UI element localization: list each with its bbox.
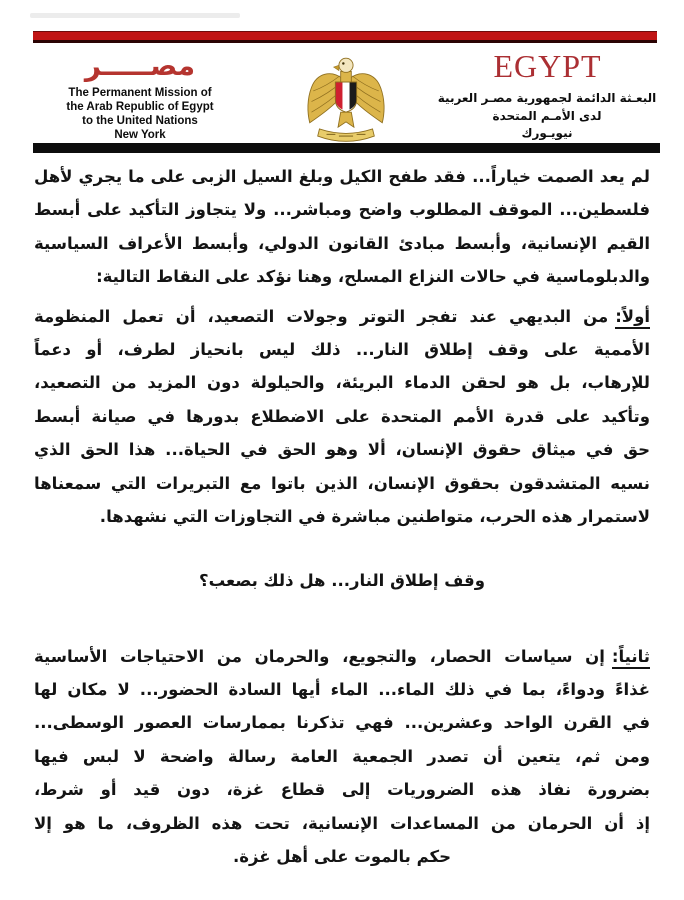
mission-en-line: New York xyxy=(114,129,166,141)
scan-artifact xyxy=(30,13,240,18)
text-line: غذاءً ودواءً، بما في ذلك الماء... الماء أيها السادة الحضور... لا مكان لها xyxy=(34,680,650,700)
text-line: ومن ثم، يتعين أن تصدر الجمعية العامة رسالة واضحة لا لبس فيها xyxy=(34,746,650,766)
mission-ar-line: البعـثة الدائمة لجمهورية مصـر العربية xyxy=(437,91,657,105)
mission-en-line: to the United Nations xyxy=(82,115,198,127)
statement-body xyxy=(34,160,650,873)
paragraph-intro xyxy=(34,160,650,294)
text-line: لم يعد الصمت خياراً... فقد طفح الكيل وبلغ السيل الزبى على ما يجري لأهل xyxy=(34,167,650,186)
mission-ar-line: نيويـورك xyxy=(521,126,573,140)
mission-en-line: the Arab Republic of Egypt xyxy=(66,101,214,113)
misr-arabic-title: مصـــــر xyxy=(84,49,196,82)
mission-name-arabic xyxy=(437,90,657,143)
text-line: نسيه المتشدقون بحقوق الإنسان، الذين باتوا مع التبريرات التي سمعناها xyxy=(34,473,650,493)
text-line: فلسطين... الموقف المطلوب واضح ومباشر... ولا يتجاوز التأكيد على أبسط xyxy=(34,200,650,220)
header-red-rule xyxy=(33,31,657,43)
header-black-rule xyxy=(33,143,660,153)
paragraph-second-point xyxy=(34,640,650,874)
text-line: في القرن الواحد وعشرين... فهي تذكرنا بممارسات العصور الوسطى... xyxy=(34,713,650,733)
text-line: للإرهاب، بل هو لحقن الدماء البريئة، والحيلولة دون المزيد من التصعيد، xyxy=(34,373,650,393)
mission-name-english xyxy=(30,86,250,142)
text-line xyxy=(34,300,650,333)
underlined-lead-word: ثانياً: xyxy=(612,647,650,669)
text-line: لاستمرار هذه الحرب، متواطنين مباشرة في التجاوزات التي نشهدها. xyxy=(99,506,650,526)
text-line: والدبلوماسية في حالات النزاع المسلح، وهنا نؤكد على النقاط التالية: xyxy=(96,267,650,287)
text-line: القيم الإنسانية، وأبسط مبادئ القانون الدولي، وأبسط الأعراف السياسية xyxy=(34,233,650,253)
text-line: وتأكيد على قدرة الأمم المتحدة على الاضطلاع بدورها في صيانة أبسط xyxy=(34,406,650,426)
text-line: حكم بالموت على أهل غزة. xyxy=(232,847,452,867)
text-line: الأممية على وقف إطلاق النار... ذلك ليس بانحياز لطرف، أو دعماً xyxy=(34,339,650,359)
text-line: بضرورة نفاذ هذه الضروريات إلى قطاع غزة، دون قيد أو شرط، xyxy=(34,780,650,800)
egypt-english-title: EGYPT xyxy=(493,48,602,84)
text-line: من البديهي عند تفجر التوتر وجولات التصعيد، أن تعمل المنظومة xyxy=(34,306,609,326)
egypt-coat-of-arms-icon xyxy=(300,52,392,144)
ceasefire-question-line: وقف إطلاق النار... هل ذلك بصعب؟ xyxy=(199,571,485,591)
underlined-lead-word: أولاً: xyxy=(615,307,650,329)
mission-ar-line: لدى الأمـم المتحدة xyxy=(492,108,602,123)
paragraph-first-point xyxy=(34,300,650,534)
text-line: إذ أن الحرمان من المساعدات الإنسانية، تحت هذه الظروف، ما هو إلا xyxy=(34,813,650,833)
text-line xyxy=(34,640,650,673)
text-line: حق في ميثاق حقوق الإنسان، ألا وهو الحق في الحياة... هذا الحق الذي xyxy=(34,440,650,460)
mission-en-line: The Permanent Mission of xyxy=(68,87,212,99)
text-line: إن سياسات الحصار، والتجويع، والحرمان من الاحتياجات الأساسية xyxy=(34,646,605,666)
